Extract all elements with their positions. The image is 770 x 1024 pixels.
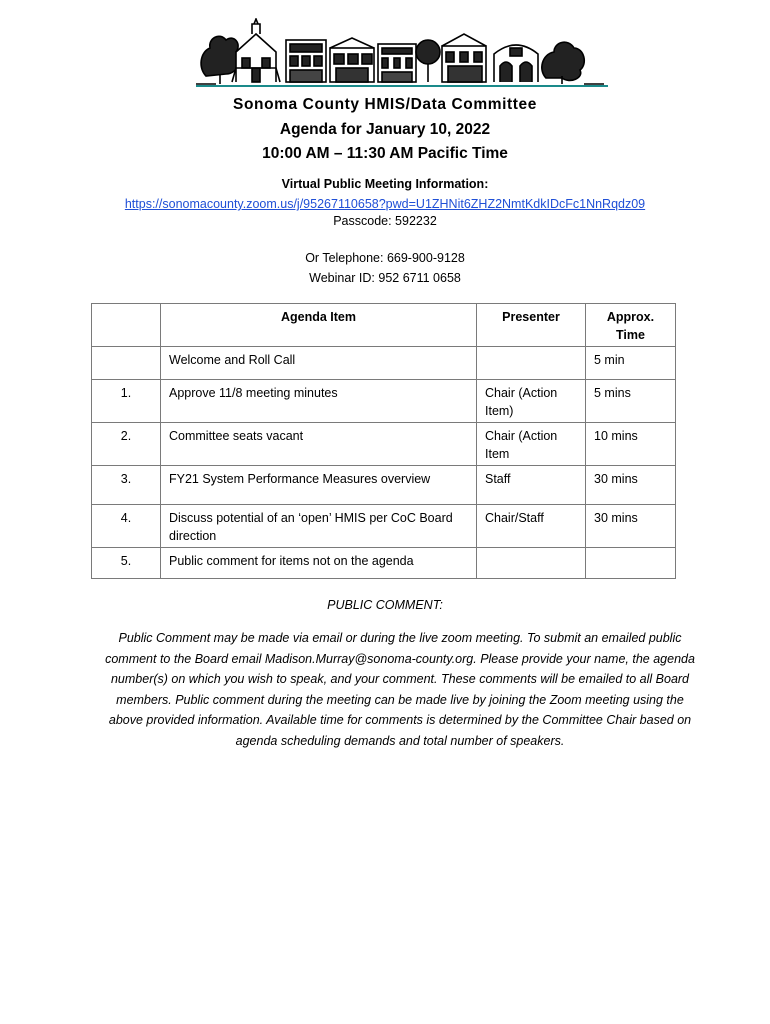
agenda-header-row [92,304,676,347]
committee-title: Sonoma County HMIS/Data Committee [233,96,537,113]
item-presenter: Staff [477,466,586,505]
table-row [92,548,676,579]
item-time: 10 mins [586,423,676,466]
item-number: 5. [92,548,161,579]
public-comment-body: Public Comment may be made via email or during the live zoom meeting. To submit an emailed public comment to the Board email Madison.Murray@sonoma-county.org. Please provide your name, the agenda number(s) on which you wish to speak, and your comment. These comments will be emailed to all Board members. Public comment during the meeting can be made live by joining the Zoom meeting using the above provided information. Available time for comments is determined by the Committee Chair based on agenda scheduling demands and total number of speakers. [105,631,695,748]
item-number: 2. [92,423,161,466]
item-title: Discuss potential of an ‘open’ HMIS per CoC Board direction [161,505,477,548]
item-number: 3. [92,466,161,505]
item-title: Welcome and Roll Call [161,347,477,380]
agenda-table [91,303,676,579]
item-time: 5 mins [586,380,676,423]
item-presenter: Chair (Action Item) [477,380,586,423]
item-time: 30 mins [586,505,676,548]
virtual-meeting-label: Virtual Public Meeting Information: [281,177,489,191]
item-time: 5 min [586,347,676,380]
header-approx-time: Approx. Time [586,304,676,347]
item-title: Committee seats vacant [161,423,477,466]
item-title: Public comment for items not on the agenda [161,548,477,579]
item-title: Approve 11/8 meeting minutes [161,380,477,423]
item-presenter: Chair/Staff [477,505,586,548]
item-number: 4. [92,505,161,548]
table-row [92,505,676,548]
table-row [92,423,676,466]
meeting-time: 10:00 AM – 11:30 AM Pacific Time [262,145,508,162]
passcode: Passcode: 592232 [333,214,437,228]
header-agenda-item: Agenda Item [161,304,477,347]
table-row [92,347,676,380]
item-time: 30 mins [586,466,676,505]
webinar-id: Webinar ID: 952 6711 0658 [309,271,461,285]
table-row [92,380,676,423]
item-number: 1. [92,380,161,423]
item-time [586,548,676,579]
header-presenter: Presenter [477,304,586,347]
item-title: FY21 System Performance Measures overview [161,466,477,505]
header-number [92,304,161,347]
sonoma-county-town-logo [196,18,608,90]
table-row [92,466,676,505]
item-presenter [477,347,586,380]
public-comment-title: PUBLIC COMMENT: [327,598,443,612]
item-number [92,347,161,380]
item-presenter [477,548,586,579]
zoom-meeting-link[interactable]: https://sonomacounty.zoom.us/j/95267110658?pwd=U1ZHNit6ZHZ2NmtKdkIDcFc1NnRqdz09 [124,197,646,211]
item-presenter: Chair (Action Item [477,423,586,466]
agenda-date: Agenda for January 10, 2022 [279,121,491,138]
telephone-number: Or Telephone: 669-900-9128 [305,251,465,265]
